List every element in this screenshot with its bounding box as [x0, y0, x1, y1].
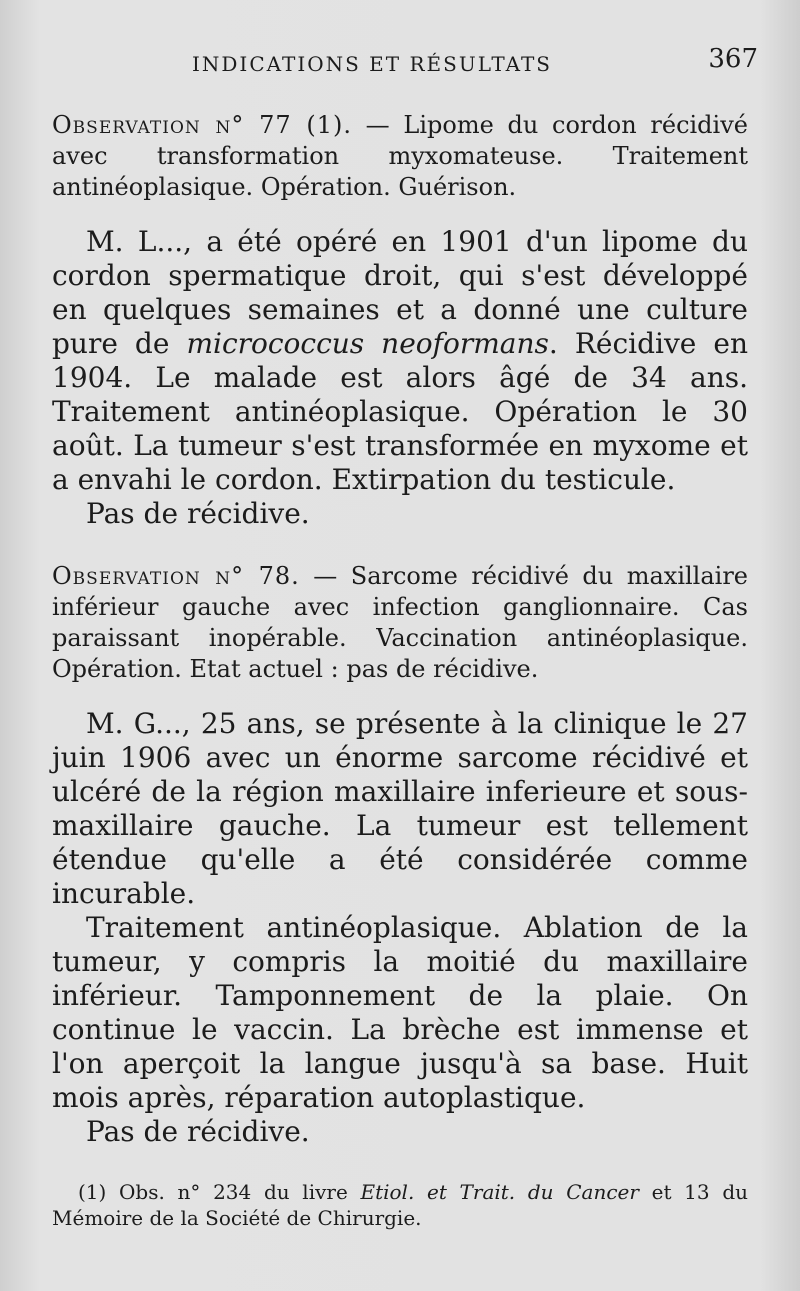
running-header — [52, 0, 758, 106]
footnote-text-a: (1) Obs. n° 234 du livre — [78, 1180, 361, 1204]
footnote — [52, 1179, 748, 1231]
observation-77-paragraph-2: Pas de récidive. — [86, 497, 310, 530]
page-number: 367 — [708, 44, 758, 74]
observation-78-paragraph-2: Traitement antinéoplasique. Ablation de la tumeur, y compris la moitié du maxillaire inférieur. Tamponnement de la plaie. On continue le vaccin. La brèche est immense et l'on aperçoit la langue jusqu'à sa base. Huit mois après, réparation autoplastique. — [52, 911, 748, 1114]
observation-77-heading — [52, 110, 748, 203]
obs77-para1-text-a: M. L..., a été opéré en 1901 d'un lipome du cordon spermatique droit, qui s'est développé en quelques semaines et a donné une culture pure de — [52, 225, 748, 360]
footnote-text-b: et 13 du Mémoire de la Société de Chirurgie. — [52, 1180, 748, 1230]
obs77-para1-italic: micrococcus neoformans — [186, 327, 549, 360]
observation-78-paragraph-1: M. G..., 25 ans, se présente à la clinique le 27 juin 1906 avec un énorme sarcome récidivé et ulcéré de la région maxillaire inferieure et sous-maxillaire gauche. La tumeur est tellement étendue qu'elle a été considérée comme incurable. — [52, 707, 748, 910]
observation-78-heading — [52, 561, 748, 685]
observation-77-summary: — Lipome du cordon récidivé avec transformation myxomateuse. Traitement antinéoplasique. Opération. Guérison. — [52, 111, 748, 201]
observation-78-paragraph-3: Pas de récidive. — [86, 1115, 310, 1148]
observation-77-label: Observation n° 77 (1). — [52, 111, 352, 139]
footnote-italic: Etiol. et Trait. du Cancer — [360, 1180, 639, 1204]
obs77-para1-text-b: . Récidive en 1904. Le malade est alors âgé de 34 ans. Traitement antinéoplasique. Opération le 30 août. La tumeur s'est transformée en myxome et a envahi le cordon. Extirpation du testicule. — [52, 327, 748, 496]
observation-78-summary: — Sarcome récidivé du maxillaire inférieur gauche avec infection ganglionnaire. Cas paraissant inopérable. Vaccination antinéoplasique. Opération. Etat actuel : pas de récidive. — [52, 562, 749, 683]
observation-77-paragraph-1 — [52, 225, 748, 497]
running-title: INDICATIONS ET RÉSULTATS — [192, 52, 552, 76]
observation-78-label: Observation n° 78. — [52, 562, 300, 590]
